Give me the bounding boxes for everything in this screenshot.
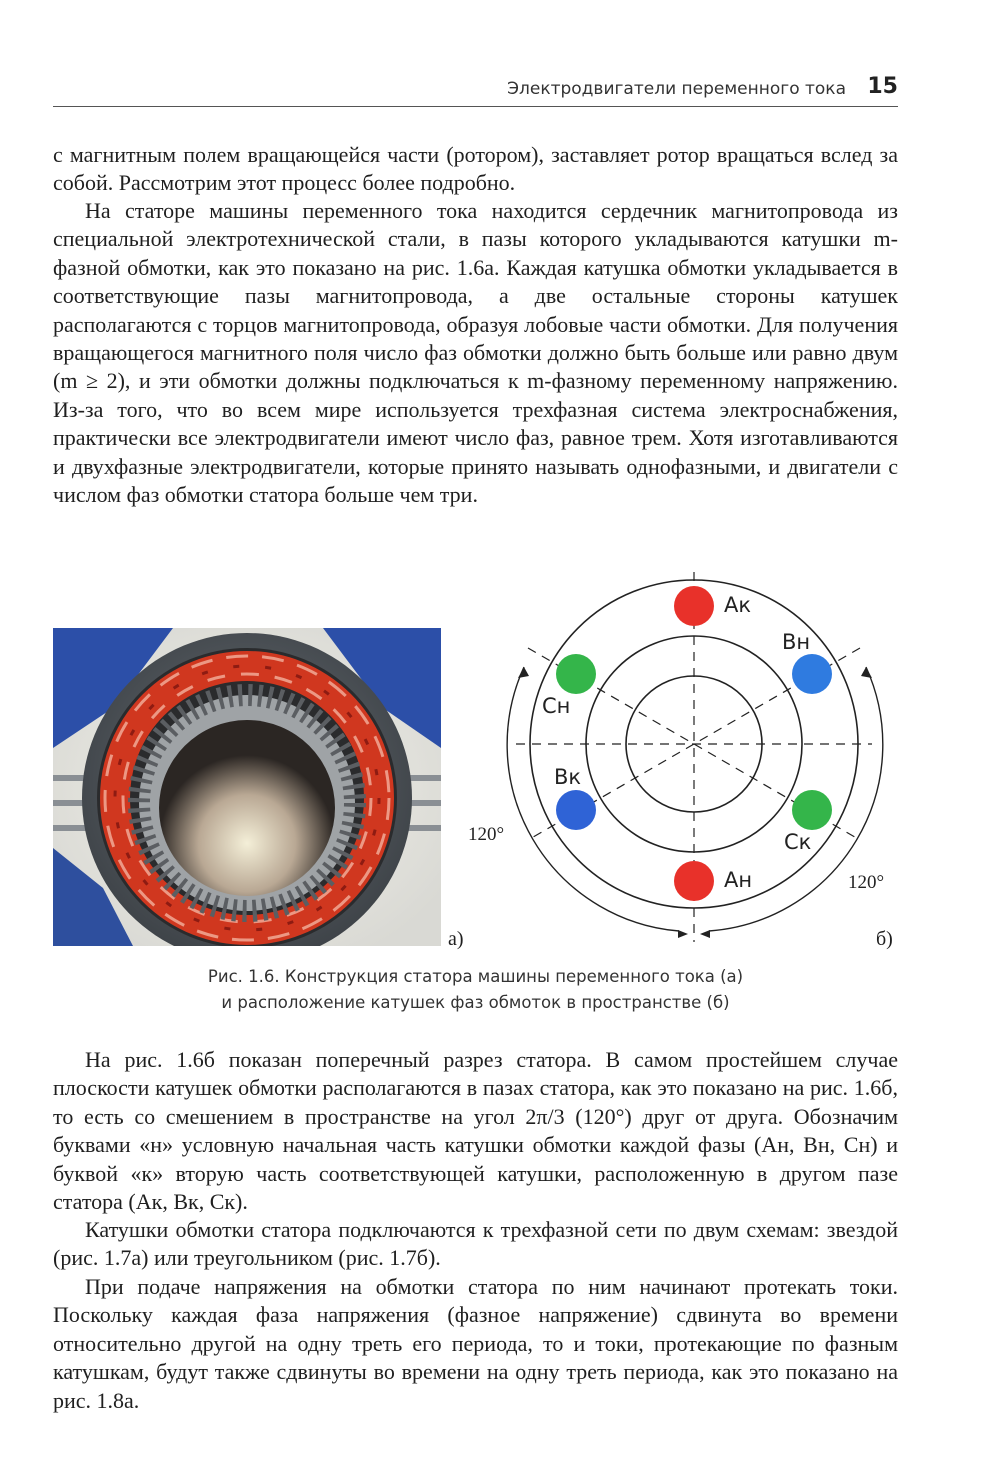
- page-number: 15: [867, 74, 898, 99]
- figure-label-a: а): [448, 928, 464, 950]
- coil-bk: [556, 790, 596, 830]
- paragraph-1: с магнитным полем вращающейся части (ротором), заставляет ротор вращаться вслед за собой. Рассмотрим этот процесс более подробно.: [53, 142, 898, 196]
- paragraph-4: Катушки обмотки статора подключаются к трехфазной сети по двум схемам: звездой (рис. 1.7а) или треугольником (рис. 1.7б).: [53, 1217, 898, 1271]
- coil-cn: [556, 654, 596, 694]
- arrow-bottom-right: [700, 930, 710, 938]
- running-title: Электродвигатели переменного тока: [507, 79, 846, 99]
- caption-line-1: Рис. 1.6. Конструкция статора машины переменного тока (а): [207, 967, 744, 986]
- coil-bn: [792, 654, 832, 694]
- page-header: [53, 70, 898, 107]
- arrow-bottom-left: [678, 930, 688, 938]
- paragraph-2: На статоре машины переменного тока находится сердечник магнитопровода из специальной электротехнической стали, в пазы которого укладываются катушки m-фазной обмотки, как это показано на рис. 1.6а. Каждая катушка обмотки укладывается в соответствующие пазы магнитопровода, а две остальные стороны катушек располагаются с торцов магнитопровода, образуя лобовые части обмотки. Для получения вращающегося магнитного поля число фаз обмотки должно быть больше или равно двум (m ≥ 2), и эти обмотки должны подключаться к m-фазному переменному напряжению. Из-за того, что во всем мире используется трехфазная система электроснабжения, практически все электродвигатели имеют число фаз, равное трем. Хотя изготавливаются и двухфазные электродвигатели, которые принято называть однофазными, и двигатели с числом фаз обмотки статора больше чем три.: [53, 198, 898, 508]
- figure-label-b: б): [876, 928, 893, 950]
- paragraph-5: При подаче напряжения на обмотки статора по ним начинают протекать токи. Поскольку каждая фаза напряжения (фазное напряжение) сдвинута во времени относительно другой на одну треть его периода, то и токи, протекающие по фазным катушкам, будут также сдвинуты во времени на одну треть периода, как это показано на рис. 1.8а.: [53, 1274, 898, 1413]
- label-bn: Вн: [782, 630, 811, 654]
- coil-diagram: [460, 570, 900, 950]
- arrow-left-top: [518, 667, 529, 678]
- label-ak: Ак: [724, 593, 752, 617]
- figure-caption: [53, 964, 898, 1016]
- caption-line-2: и расположение катушек фаз обмоток в пространстве (б): [221, 993, 730, 1012]
- arrow-right-top: [861, 667, 872, 678]
- label-ck: Ск: [784, 830, 812, 854]
- angle-left-label: 120°: [468, 824, 505, 845]
- paragraph-3: На рис. 1.6б показан поперечный разрез статора. В самом простейшем случае плоскости катушек обмотки располагаются в пазах статора, как это показано на рис. 1.6б, то есть со смешением в пространстве на угол 2π/3 (120°) друг от друга. Обозначим буквами «н» условную начальная часть катушки обмотки каждой фазы (Ан, Вн, Сн) и буквой «к» вторую часть соответствующей катушки, расположенную в другом пазе статора (Ак, Вк, Ск).: [53, 1047, 898, 1215]
- coil-ck: [792, 790, 832, 830]
- label-an: Ан: [724, 868, 753, 892]
- coil-ak: [674, 586, 714, 626]
- angle-right-label: 120°: [848, 872, 885, 893]
- label-cn: Сн: [542, 694, 571, 718]
- stator-photo: [53, 628, 441, 946]
- coil-an: [674, 861, 714, 901]
- label-bk: Вк: [554, 765, 582, 789]
